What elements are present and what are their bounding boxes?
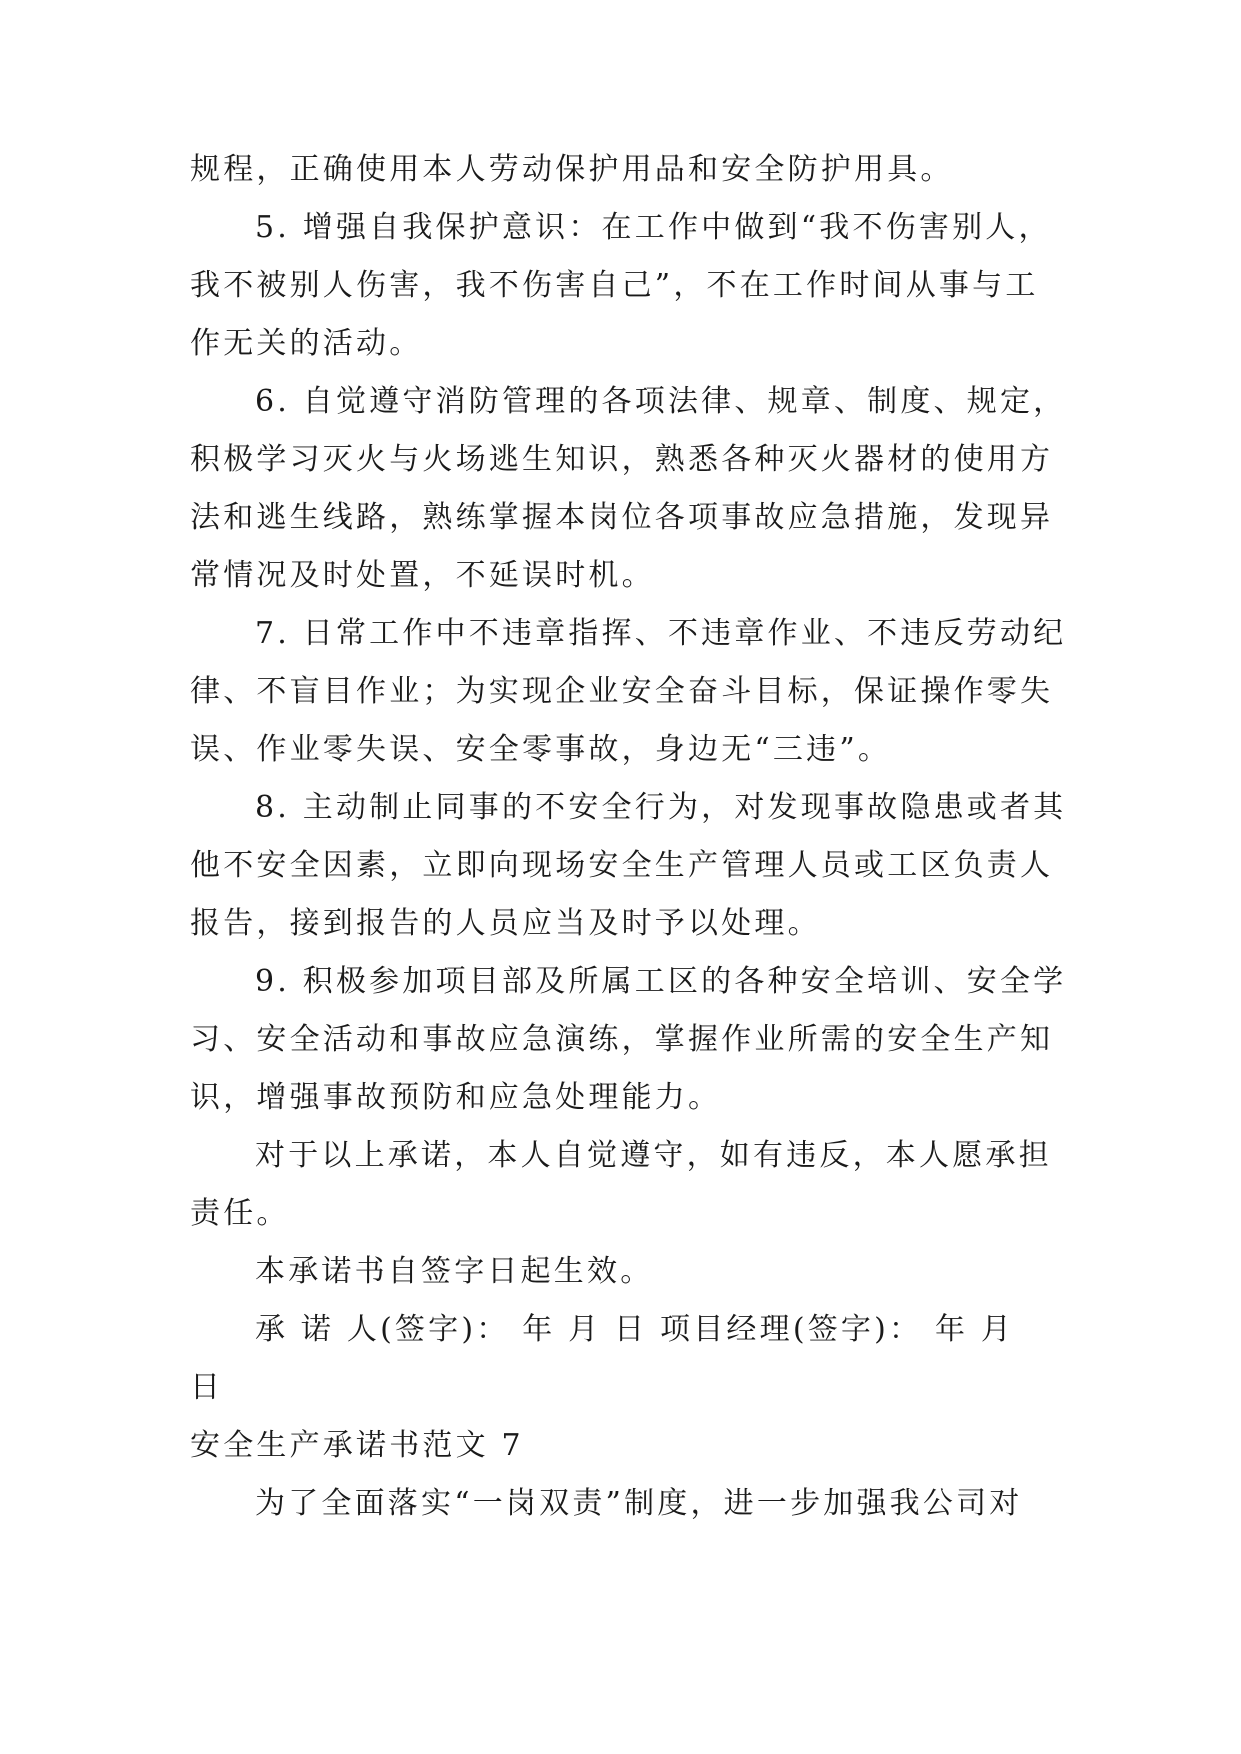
text-line: 规程，正确使用本人劳动保护用品和安全防护用具。: [190, 152, 954, 187]
section-heading: 安全生产承诺书范文 7: [190, 1428, 524, 1463]
text-line: 8. 主动制止同事的不安全行为，对发现事故隐患或者其: [255, 790, 1067, 825]
text-line: 5. 增强自我保护意识：在工作中做到“我不伤害别人，: [255, 210, 1052, 245]
text-line: 法和逃生线路，熟练掌握本岗位各项事故应急措施，发现异: [190, 500, 1054, 535]
text-line: 日: [190, 1370, 224, 1405]
signature-line: 承 诺 人(签字)： 年 月 日 项目经理(签字)： 年 月: [255, 1312, 1015, 1347]
text-line: 7. 日常工作中不违章指挥、不违章作业、不违反劳动纪: [255, 616, 1067, 651]
text-line: 律、不盲目作业；为实现企业安全奋斗目标，保证操作零失: [190, 674, 1054, 709]
text-line: 本承诺书自签字日起生效。: [255, 1254, 654, 1289]
text-line: 责任。: [190, 1196, 290, 1231]
text-line: 9. 积极参加项目部及所属工区的各种安全培训、安全学: [255, 964, 1067, 999]
text-line: 报告，接到报告的人员应当及时予以处理。: [190, 906, 821, 941]
text-line: 我不被别人伤害，我不伤害自己”，不在工作时间从事与工: [190, 268, 1039, 303]
text-line: 常情况及时处置，不延误时机。: [190, 558, 655, 593]
text-line: 6. 自觉遵守消防管理的各项法律、规章、制度、规定，: [255, 384, 1067, 419]
text-line: 对于以上承诺，本人自觉遵守，如有违反，本人愿承担: [255, 1138, 1052, 1173]
text-line: 他不安全因素，立即向现场安全生产管理人员或工区负责人: [190, 848, 1054, 883]
text-line: 识，增强事故预防和应急处理能力。: [190, 1080, 722, 1115]
text-line: 作无关的活动。: [190, 326, 423, 361]
text-line: 习、安全活动和事故应急演练，掌握作业所需的安全生产知: [190, 1022, 1054, 1057]
text-line: 误、作业零失误、安全零事故，身边无“三违”。: [190, 732, 892, 767]
text-line: 为了全面落实“一岗双责”制度，进一步加强我公司对: [255, 1486, 1023, 1521]
text-line: 积极学习灭火与火场逃生知识，熟悉各种灭火器材的使用方: [190, 442, 1054, 477]
